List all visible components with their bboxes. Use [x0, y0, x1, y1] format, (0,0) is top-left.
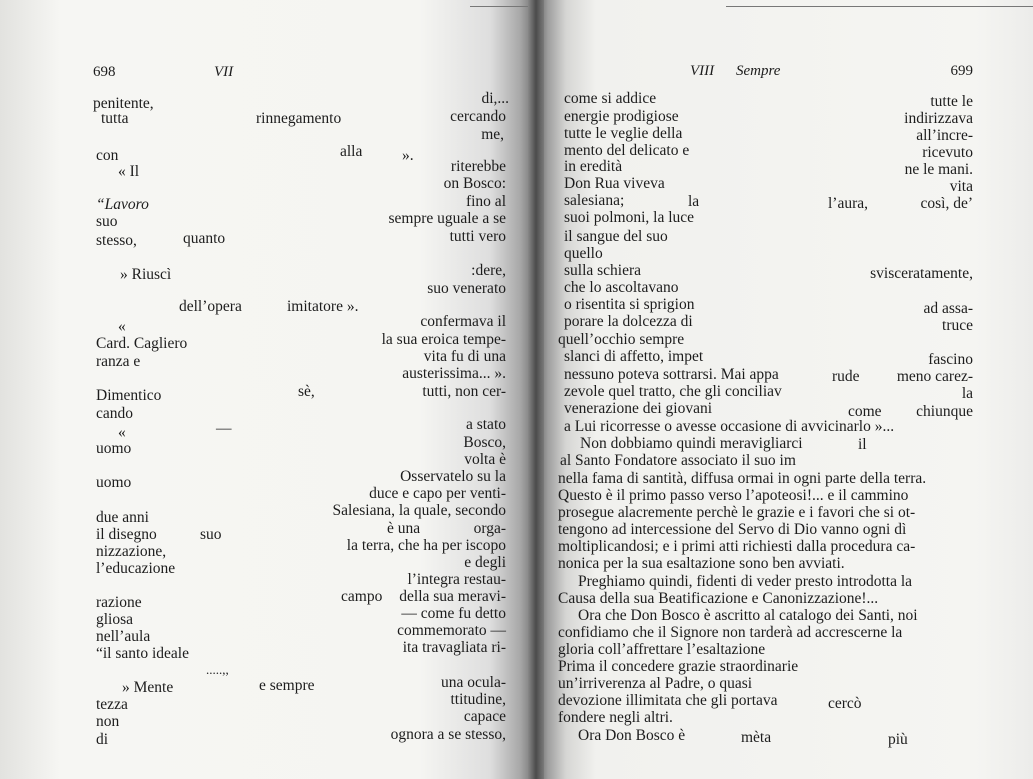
left-line-11-b: imitatore ». — [287, 298, 359, 315]
page-top-edge — [470, 6, 536, 7]
right-line-25-a: prosegue alacremente perchè le grazie e i favori che si ot- — [558, 504, 916, 521]
left-line-5-b: on Bosco: — [443, 175, 506, 192]
right-line-17-c: meno carez- — [896, 368, 973, 385]
right-line-1-a: come si addice — [564, 90, 657, 107]
left-line-10-a: suo venerato — [427, 280, 506, 297]
left-line-22-a: duce e capo per venti- — [369, 485, 506, 502]
left-line-23-b: Salesiana, la quale, secondo — [332, 502, 506, 519]
left-line-4-b: alla — [340, 143, 363, 160]
right-line-2-b: indirizzava — [904, 110, 973, 127]
left-line-4-c: ». — [402, 147, 414, 164]
right-line-37-a: fondere negli altri. — [558, 709, 673, 726]
left-line-2-b: rinnegamento — [256, 110, 342, 127]
right-line-19-c: chiunque — [916, 403, 973, 420]
left-line-14-b: vita fu di una — [423, 348, 506, 365]
right-line-23-a: nella fama di santità, diffusa ormai in ogni parte della terra. — [558, 470, 927, 487]
left-line-2-c: cercando — [450, 108, 506, 125]
right-line-13-b: ad assa- — [923, 300, 973, 317]
right-line-6-b: vita — [949, 178, 973, 195]
left-line-24-b: suo — [200, 526, 222, 543]
right-line-26-a: tengono ad intercessione del Servo di Dio vanno ogni dì — [558, 521, 907, 538]
left-line-9-a: » Riuscì — [120, 266, 172, 283]
left-line-35-a: non — [96, 713, 120, 730]
right-line-20-a: a Lui ricorresse o avesse occasione di avvicinarlo »... — [564, 418, 895, 435]
right-line-5-a: in eredità — [564, 158, 623, 175]
right-page-number: 699 — [950, 63, 973, 79]
right-line-30-a: Causa della sua Beatificazione e Canonizzazione!... — [558, 590, 879, 607]
right-line-35-a: un’irriverenza al Padre, o quasi — [558, 675, 753, 692]
right-line-3-a: tutte le veglie della — [564, 125, 683, 142]
left-line-18-c: a stato — [465, 416, 506, 433]
left-line-31-a: “il santo ideale — [96, 645, 189, 662]
right-line-12-a: che lo ascoltavano — [564, 279, 679, 296]
left-line-16-a: Dimentico — [96, 387, 162, 404]
left-line-30-a: nell’aula — [96, 628, 151, 645]
right-line-14-a: porare la dolcezza di — [564, 313, 693, 330]
right-line-8-a: suoi polmoni, la luce — [564, 209, 695, 226]
right-line-24-a: Questo è il primo passo verso l’apoteosi!... e il cammino — [558, 487, 909, 504]
left-line-19-b: Bosco, — [463, 434, 506, 451]
page-top-edge-right — [726, 6, 1033, 7]
left-line-7-b: sempre uguale a se — [388, 210, 506, 227]
left-line-34-a: tezza — [96, 696, 128, 713]
right-line-15-a: quell’occhio sempre — [558, 331, 685, 348]
right-line-11-b: svisceratamente, — [870, 265, 973, 282]
right-line-11-a: sulla schiera — [564, 262, 642, 279]
left-line-5-a: « Il — [118, 163, 140, 180]
left-line-32-a: .....,, — [206, 662, 229, 677]
left-line-24-a: il disegno — [96, 526, 157, 543]
right-line-36-b: cercò — [828, 695, 862, 712]
left-line-17-a: cando — [96, 405, 134, 422]
right-line-38-c: più — [888, 731, 908, 748]
left-line-20-a: volta è — [464, 451, 506, 468]
right-line-3-b: all’incre- — [916, 127, 973, 144]
left-line-29-b: — come fu detto — [401, 605, 506, 622]
left-line-34-b: ttitudine, — [450, 691, 506, 708]
left-line-35-b: capace — [463, 708, 506, 725]
left-line-26-b: e degli — [464, 554, 506, 571]
right-line-38-b: mèta — [741, 729, 772, 746]
right-line-14-b: truce — [942, 317, 973, 334]
right-line-17-a: nessuno poteva sottrarsi. Mai appa — [564, 366, 779, 383]
left-line-11-a: dell’opera — [179, 298, 242, 315]
left-line-21-a: uomo — [96, 474, 132, 491]
right-line-32-a: confidiamo che il Signore non tarderà ad accrescerne la — [558, 624, 903, 641]
left-line-1-b: di,... — [481, 90, 509, 107]
right-line-5-b: ne le mani. — [904, 161, 973, 178]
right-line-28-a: nonica per la sua esaltazione sono ben avviati. — [558, 555, 845, 572]
left-line-14-a: ranza e — [96, 353, 141, 370]
right-line-36-a: devozione illimitata che gli portava — [558, 692, 778, 709]
left-line-3-a: me, — [481, 126, 504, 143]
right-running-head: VIII — [690, 63, 715, 79]
left-line-2-a: tutta — [101, 110, 129, 127]
left-line-18-b: — — [216, 420, 232, 437]
left-line-28-c: della sua meravi- — [399, 588, 506, 605]
left-line-33-c: una ocula- — [441, 674, 506, 691]
left-line-21-b: Osservatelo su la — [400, 468, 506, 485]
right-line-21-b: il — [858, 436, 867, 453]
right-line-18-a: zevole quel tratto, che gli conciliav — [564, 383, 782, 400]
right-line-19-a: venerazione dei giovani — [564, 400, 713, 417]
left-running-head: VII — [214, 64, 234, 80]
left-line-33-a: » Mente — [122, 679, 174, 696]
left-line-24-c: è una — [387, 520, 421, 537]
right-line-33-a: gloria coll’affrettare l’esaltazione — [558, 641, 766, 658]
right-line-6-a: Don Rua viveva — [564, 175, 665, 192]
left-line-15-a: austerissima... ». — [402, 365, 506, 382]
left-line-8-a: stesso, — [96, 232, 137, 249]
right-page — [536, 0, 1033, 779]
right-line-17-b: rude — [832, 368, 860, 385]
left-line-1-a: penitente, — [93, 95, 154, 112]
left-line-29-a: gliosa — [96, 611, 134, 628]
right-line-16-b: fascino — [928, 351, 973, 368]
left-line-4-d: riterebbe — [450, 158, 506, 175]
left-line-36-b: ognora a se stesso, — [390, 726, 506, 743]
left-line-26-a: l’educazione — [96, 560, 176, 577]
right-line-7-c: l’aura, — [828, 195, 869, 212]
left-line-36-a: di — [96, 731, 109, 748]
right-line-18-b: la — [961, 385, 973, 402]
left-line-16-b: sè, — [298, 383, 315, 400]
right-line-22-a: al Santo Fondatore associato il suo im — [560, 452, 796, 469]
left-line-16-c: tutti, non cer- — [422, 383, 506, 400]
right-line-13-a: o risentita si sprigion — [564, 296, 695, 313]
left-line-8-b: quanto — [183, 230, 226, 247]
left-line-13-a: Card. Cagliero — [96, 335, 188, 352]
left-line-25-b: la terra, che ha per iscopo — [346, 537, 506, 554]
left-line-9-b: :dere, — [471, 262, 506, 279]
left-line-30-b: commemorato — — [397, 622, 506, 639]
left-line-23-a: due anni — [96, 509, 149, 526]
left-line-6-a: “Lavoro — [96, 196, 149, 213]
left-line-18-a: « — [118, 424, 126, 441]
left-line-4-a: con — [96, 147, 119, 164]
left-line-7-a: suo — [96, 213, 118, 230]
right-line-4-a: mento del delicato e — [564, 142, 690, 159]
right-line-31-a: Ora che Don Bosco è ascritto al catalogo dei Santi, noi — [578, 607, 918, 624]
left-line-13-b: la sua eroica tempe- — [381, 331, 506, 348]
right-line-7-b: la — [688, 193, 700, 210]
left-line-25-a: nizzazione, — [96, 543, 167, 560]
right-running-head-title: Sempre — [736, 63, 781, 79]
right-line-10-a: quello — [564, 245, 603, 262]
left-line-6-b: fino al — [465, 193, 506, 210]
left-page-number: 698 — [93, 64, 116, 80]
left-line-8-c: tutti vero — [449, 228, 506, 245]
left-line-27-a: l’integra restau- — [407, 571, 506, 588]
left-line-12-b: confermava il — [420, 313, 506, 330]
right-line-19-b: come — [848, 403, 882, 420]
right-line-34-a: Prima il concedere grazie straordinarie — [558, 658, 799, 675]
right-line-1-b: tutte le — [930, 93, 973, 110]
right-line-29-a: Preghiamo quindi, fidenti di veder presto introdotta la — [578, 573, 913, 590]
left-line-24-d: orga- — [473, 520, 506, 537]
right-line-38-a: Ora Don Bosco è — [578, 727, 686, 744]
left-line-28-a: razione — [96, 594, 142, 611]
book-gutter — [528, 0, 544, 779]
right-line-7-d: così, de’ — [920, 195, 973, 212]
right-line-16-a: slanci di affetto, impet — [564, 348, 704, 365]
right-line-21-a: Non dobbiamo quindi meravigliarci — [580, 435, 803, 452]
left-line-33-b: e sempre — [259, 677, 315, 694]
right-line-7-a: salesiana; — [564, 192, 625, 209]
left-line-28-b: campo — [341, 588, 383, 605]
right-line-27-a: moltiplicandosi; e i primi atti richiesti dalla procedura ca- — [558, 538, 916, 555]
left-line-19-a: uomo — [96, 440, 132, 457]
right-line-9-a: il sangue del suo — [564, 228, 668, 245]
left-line-12-a: « — [118, 318, 126, 335]
right-line-2-a: energie prodigiose — [564, 108, 679, 125]
left-line-31-b: ita travagliata ri- — [402, 639, 506, 656]
right-line-4-b: ricevuto — [922, 144, 973, 161]
